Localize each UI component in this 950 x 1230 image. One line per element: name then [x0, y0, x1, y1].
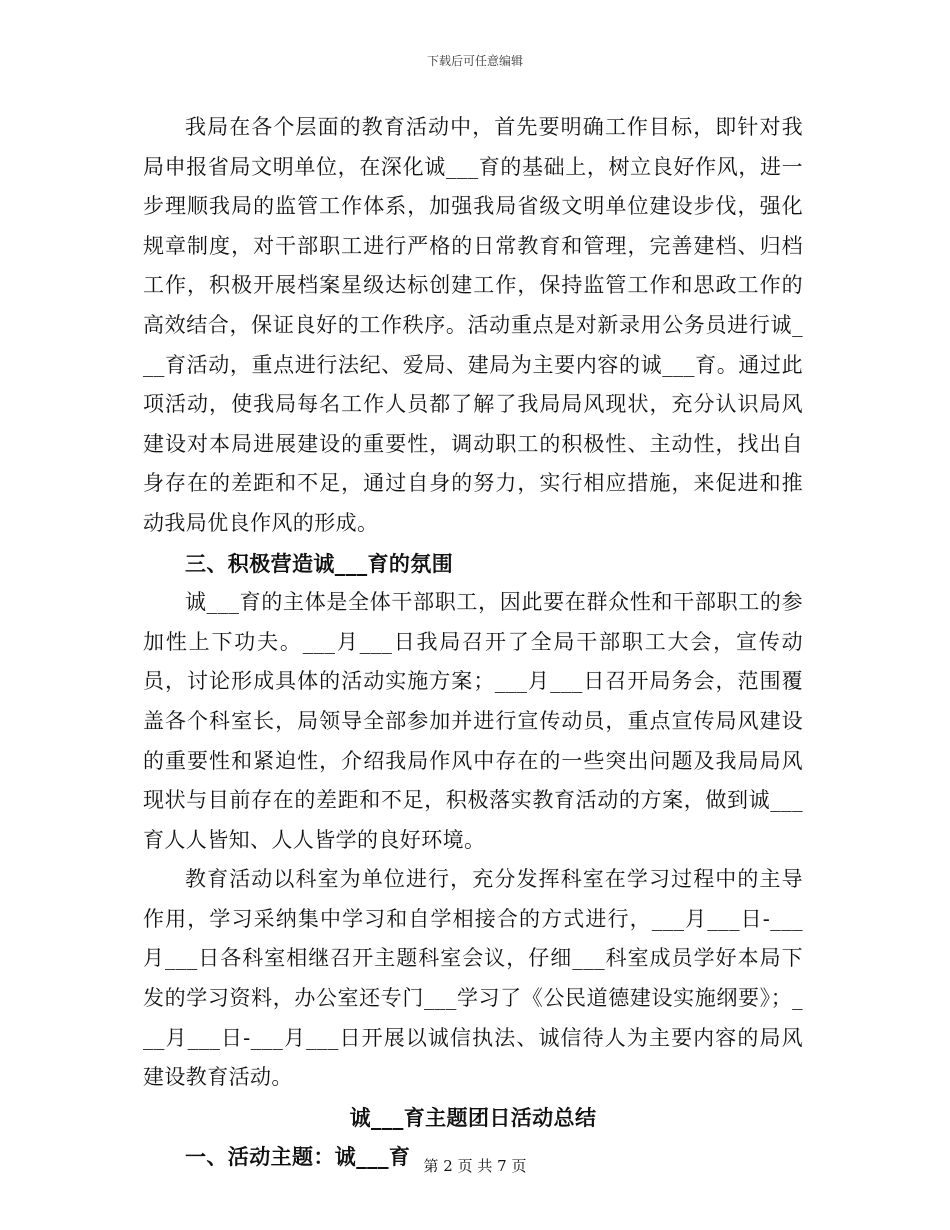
section-heading-atmosphere: 三、积极营造诚___育的氛围 [185, 550, 454, 576]
section-heading-theme: 一、活动主题：诚___育 [185, 1144, 411, 1170]
page-header: 下载后可任意编辑 [426, 54, 523, 68]
document-title: 诚___育主题团日活动总结 [349, 1104, 597, 1130]
document-body [143, 108, 803, 1177]
paragraph-goals: 我局在各个层面的教育活动中，首先要明确工作目标，即针对我局申报省局文明单位，在深化诚___育的基础上，树立良好作风，进一步理顺我局的监管工作体系，加强我局省级文明单位建设步伐，强化规章制度，对干部职工进行严格的日常教育和管理，完善建档、归档工作，积极开展档案星级达标创建工作，保持监管工作和思政工作的高效结合，保证良好的工作秩序。活动重点是对新录用公务员进行诚___育活动，重点进行法纪、爱局、建局为主要内容的诚___育。通过此项活动，使我局每名工作人员都了解了我局局风现状，充分认识局风建设对本局进展建设的重要性，调动职工的积极性、主动性，找出自身存在的差距和不足，通过自身的努力，实行相应措施，来促进和推动我局优良作风的形成。 [143, 115, 803, 535]
paragraph-study: 教育活动以科室为单位进行，充分发挥科室在学习过程中的主导作用，学习采纳集中学习和自学相接合的方式进行，___月___日-___月___日各科室相继召开主题科室会议，仔细___科室成员学好本局下发的学习资料，办公室还专门___学习了《公民道德建设实施纲要》；___月___日-___月___日开展以诚信执法、诚信待人为主要内容的局风建设教育活动。 [143, 867, 803, 1090]
page-number: 第 2 页 共 7 页 [423, 1157, 527, 1175]
paragraph-mobilization: 诚___育的主体是全体干部职工，因此要在群众性和干部职工的参加性上下功夫。___月___日我局召开了全局干部职工大会，宣传动员，讨论形成具体的活动实施方案；___月___日召开局务会，范围覆盖各个科室长，局领导全部参加并进行宣传动员，重点宣传局风建设的重要性和紧迫性，介绍我局作风中存在的一些突出问题及我局局风现状与目前存在的差距和不足，积极落实教育活动的方案，做到诚___育人人皆知、人人皆学的良好环境。 [143, 590, 803, 852]
